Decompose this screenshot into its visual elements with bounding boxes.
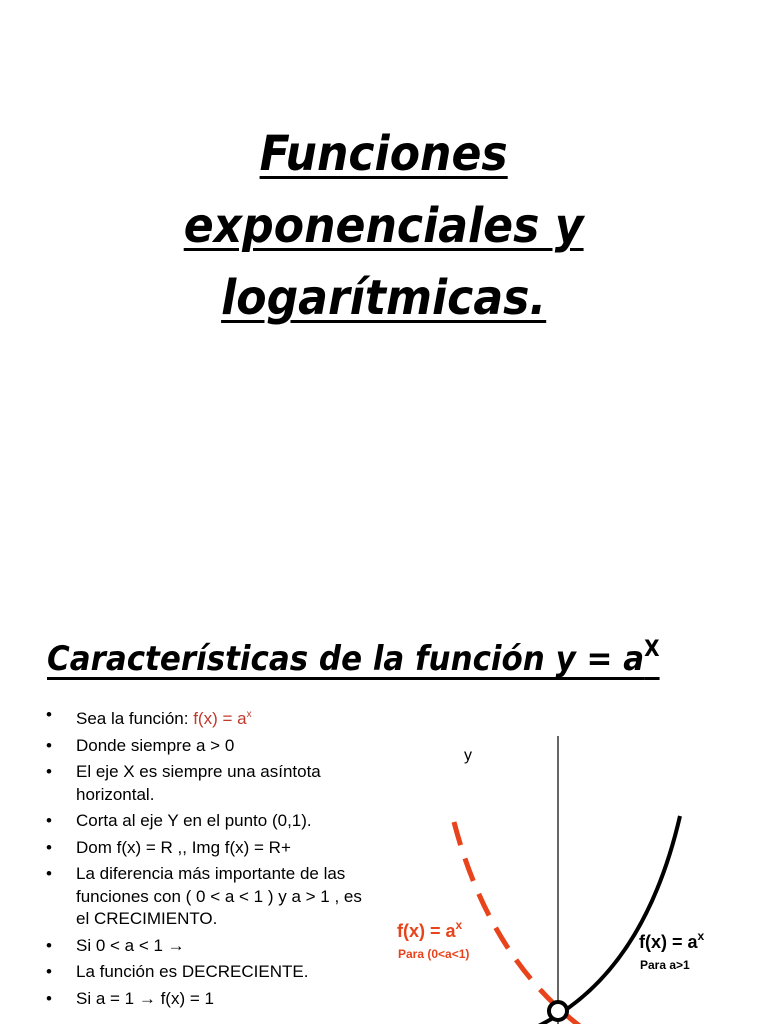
bullet-formula [193, 709, 251, 728]
list-item [46, 935, 376, 958]
bullet-glyph: • [46, 962, 52, 981]
list-item [46, 704, 376, 731]
bullet-text: Corta al eje Y en el punto (0,1). [76, 811, 312, 830]
list-item [46, 863, 376, 931]
bullet-text: Si 0 < a < 1 → [76, 935, 185, 955]
list-item [46, 735, 376, 758]
list-item [46, 988, 376, 1011]
bullet-text: La diferencia más importante de las funciones con ( 0 < a < 1 ) y a > 1 , es el CRECIMIENTO. [76, 864, 362, 928]
increasing-label-exponent: x [697, 929, 705, 943]
increasing-label-text: f(x) = a [639, 932, 698, 952]
bullet-text: Dom f(x) = R ,, Img f(x) = R+ [76, 837, 291, 857]
bullet-glyph: • [46, 705, 52, 724]
increasing-curve [530, 816, 680, 1024]
main-title-line-1: Funciones [259, 126, 508, 182]
bullet-text: El eje X es siempre una asíntota horizontal. [76, 762, 321, 804]
bullet-text: Donde siempre a > 0 [76, 735, 235, 755]
decreasing-label-exponent: x [455, 918, 463, 932]
main-title [0, 118, 767, 334]
bullet-glyph: • [46, 988, 52, 1008]
y-axis-label: y [464, 747, 472, 764]
increasing-condition: Para a>1 [640, 958, 690, 972]
decreasing-label-text: f(x) = a [397, 921, 456, 941]
bullet-text: La función es DECRECIENTE. [76, 962, 309, 981]
bullet-glyph: • [46, 935, 52, 955]
decreasing-condition: Para (0<a<1) [398, 947, 470, 961]
bullet-glyph: • [46, 864, 52, 883]
main-title-line-3: logarítmicas. [221, 270, 547, 326]
formula-exponent: x [246, 709, 252, 720]
exponential-graph [380, 730, 768, 1024]
bullet-text: Sea la función: [76, 709, 194, 728]
list-item [46, 810, 376, 833]
main-title-line-2: exponenciales y [183, 198, 584, 254]
bullet-text: Si a = 1 → f(x) = 1 [76, 988, 214, 1008]
bullet-glyph: • [46, 837, 52, 857]
list-item [46, 761, 376, 806]
characteristics-title-text: Características de la función y = a [47, 639, 645, 679]
bullet-glyph: • [46, 811, 52, 830]
decreasing-function-label [397, 918, 463, 941]
decreasing-curve [454, 822, 585, 1024]
characteristics-list [46, 704, 376, 1014]
intercept-point [549, 1002, 567, 1020]
list-item [46, 837, 376, 860]
list-item [46, 961, 376, 984]
characteristics-slide [0, 580, 768, 1024]
formula-text: f(x) = a [193, 709, 247, 728]
characteristics-title [47, 620, 660, 689]
bullet-glyph: • [46, 735, 52, 755]
increasing-function-label [639, 929, 705, 952]
bullet-glyph: • [46, 762, 52, 781]
title-exponent: X [644, 637, 660, 662]
